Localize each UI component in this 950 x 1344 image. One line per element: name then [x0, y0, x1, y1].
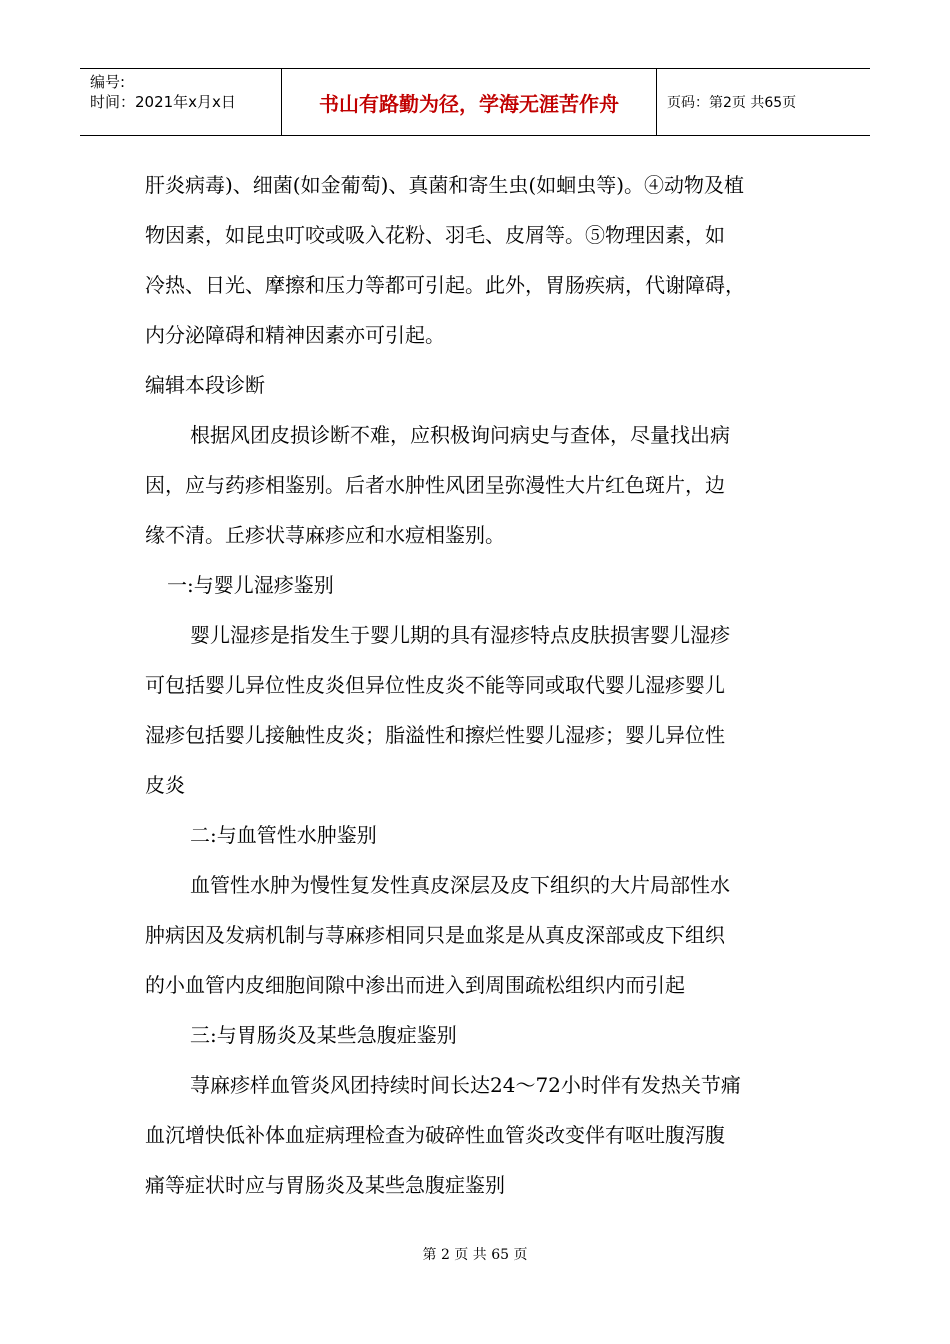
paragraph-first-line: 根据风团皮损诊断不难，应积极询问病史与查体，尽量找出病: [190, 423, 730, 447]
header-info-cell: [80, 69, 282, 135]
paragraph-first-line: 血管性水肿为慢性复发性真皮深层及皮下组织的大片局部性水: [190, 873, 730, 897]
subsection-heading: 三:与胃肠炎及某些急腹症鉴别: [190, 1023, 457, 1047]
document-date: 时间：2021年x月x日: [90, 93, 236, 111]
section-heading: 编辑本段诊断: [145, 373, 265, 397]
body-line: 湿疹包括婴儿接触性皮炎；脂溢性和擦烂性婴儿湿疹；婴儿异位性: [145, 723, 725, 747]
paragraph-first-line: 荨麻疹样血管炎风团持续时间长达24～72小时伴有发热关节痛: [190, 1073, 741, 1097]
body-line: 缘不清。丘疹状荨麻疹应和水痘相鉴别。: [145, 523, 505, 547]
body-line: 肿病因及发病机制与荨麻疹相同只是血浆是从真皮深部或皮下组织: [145, 923, 725, 947]
body-line: 可包括婴儿异位性皮炎但异位性皮炎不能等同或取代婴儿湿疹婴儿: [145, 673, 725, 697]
header-page-info: 页码：第2页 共65页: [667, 95, 797, 111]
body-line: 的小血管内皮细胞间隙中渗出而进入到周围疏松组织内而引起: [145, 973, 685, 997]
body-line: 肝炎病毒)、细菌(如金葡萄)、真菌和寄生虫(如蛔虫等)。④动物及植: [145, 173, 745, 197]
body-line: 物因素，如昆虫叮咬或吸入花粉、羽毛、皮屑等。⑤物理因素，如: [145, 223, 725, 247]
header-motto: 书山有路勤为径，学海无涯苦作舟: [282, 69, 657, 135]
body-line: 内分泌障碍和精神因素亦可引起。: [145, 323, 445, 347]
page-header: [80, 68, 870, 136]
body-line: 冷热、日光、摩擦和压力等都可引起。此外，胃肠疾病，代谢障碍，: [145, 273, 745, 297]
subsection-heading: 一:与婴儿湿疹鉴别: [167, 573, 334, 597]
body-line: 血沉增快低补体血症病理检查为破碎性血管炎改变伴有呕吐腹泻腹: [145, 1123, 725, 1147]
subsection-heading: 二:与血管性水肿鉴别: [190, 823, 377, 847]
paragraph-first-line: 婴儿湿疹是指发生于婴儿期的具有湿疹特点皮肤损害婴儿湿疹: [190, 623, 730, 647]
page-footer: 第 2 页 共 65 页: [422, 1247, 528, 1263]
document-number-label: 编号:: [90, 73, 126, 91]
body-line: 痛等症状时应与胃肠炎及某些急腹症鉴别: [145, 1173, 505, 1197]
body-line: 因，应与药疹相鉴别。后者水肿性风团呈弥漫性大片红色斑片，边: [145, 473, 725, 497]
body-line: 皮炎: [145, 773, 185, 797]
